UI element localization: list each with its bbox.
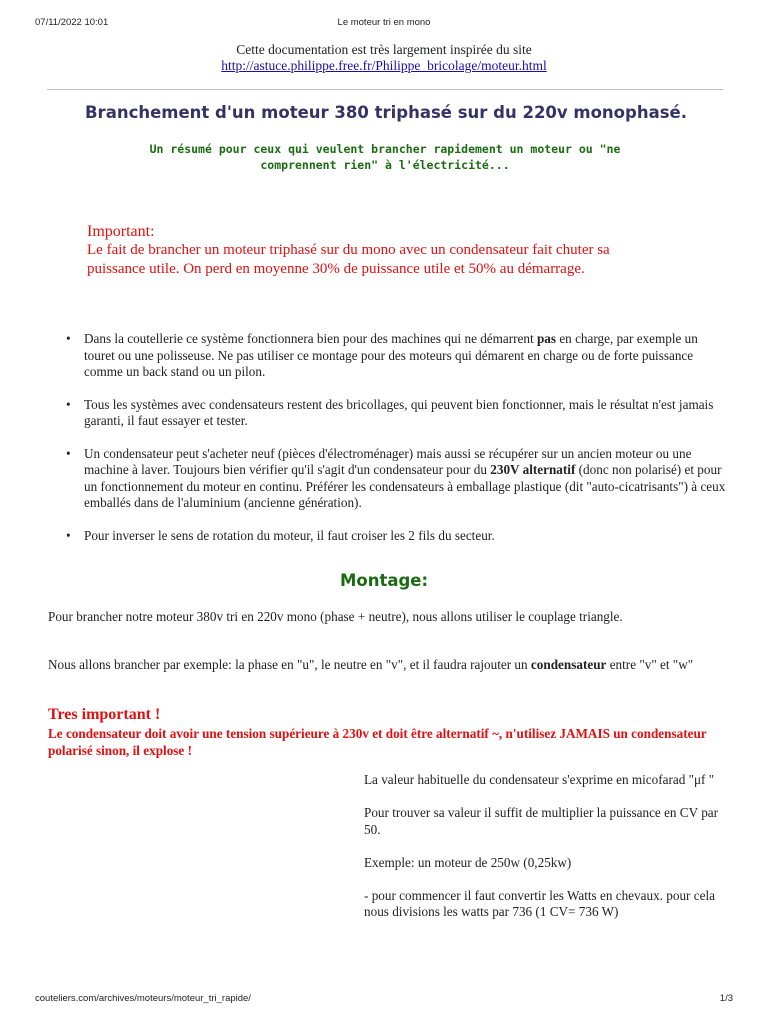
- print-page-title: Le moteur tri en mono: [337, 17, 431, 28]
- warning-text: Le condensateur doit avoir une tension supérieure à 230v et doit être alternatif ~, n'utilisez JAMAIS un condensateur polarisé sinon, il explose !: [48, 726, 707, 758]
- paragraph: Exemple: un moteur de 250w (0,25kw): [364, 854, 572, 870]
- list-item: • Un condensateur peut s'acheter neuf (pièces d'électroménager) mais aussi se récupérer sur un ancien moteur ou une machine à laver. Toujours bien vérifier qu'il s'agit d'un condensateur pour du 230V alternatif (donc non polarisé) et pour un fonctionnement du moteur en continu. Préférer les condensateurs à emballage plastique (dit "auto-cicatrisants") à ceux emballés dans de l'aluminium (ancienne génération).: [66, 445, 726, 510]
- list-item: • Dans la coutellerie ce système fonctionnera bien pour des machines qui ne démarrent pas en charge, par exemple un touret ou une polisseuse. Ne pas utiliser ce montage pour des moteurs qui démarent en charge ou de forte puissance comme un back stand ou un pilon.: [66, 331, 698, 379]
- important-heading: Important:: [87, 223, 155, 240]
- bullet-icon: •: [66, 396, 71, 412]
- bullet-icon: •: [66, 445, 71, 461]
- capacitor-value-column: [364, 772, 724, 937]
- list-item: • Pour inverser le sens de rotation du moteur, il faut croiser les 2 fils du secteur.: [66, 527, 495, 543]
- paragraph: La valeur habituelle du condensateur s'exprime en micofarad "μf ": [364, 772, 715, 787]
- intro-text: Cette documentation est très largement inspirée du site: [236, 42, 532, 57]
- paragraph: - pour commencer il faut convertir les Watts en chevaux. pour cela nous divisions les watts par 736 (1 CV= 736 W): [364, 887, 715, 919]
- warning-heading: Tres important !: [48, 706, 161, 723]
- paragraph: Pour trouver sa valeur il suffit de multiplier la puissance en CV par 50.: [364, 805, 719, 837]
- divider: [47, 89, 723, 90]
- list-item: • Tous les systèmes avec condensateurs restent des bricollages, qui peuvent bien fonctionner, mais le résultat n'est jamais garanti, il faut essayer et tester.: [66, 396, 714, 428]
- page-subtitle: Un résumé pour ceux qui veulent brancher rapidement un moteur ou "ne comprennent rien" à l'électricité...: [149, 142, 621, 172]
- print-datetime: 07/11/2022 10:01: [35, 17, 109, 28]
- print-url: couteliers.com/archives/moteurs/moteur_tri_rapide/: [35, 993, 251, 1004]
- bullet-icon: •: [66, 527, 71, 543]
- important-text: Le fait de brancher un moteur triphasé sur du mono avec un condensateur fait chuter sa puissance utile. On perd en moyenne 30% de puissance utile et 50% au démarrage.: [87, 242, 610, 277]
- page-title: Branchement d'un moteur 380 triphasé sur du 220v monophasé.: [84, 103, 687, 122]
- paragraph-coupling: Pour brancher notre moteur 380v tri en 220v mono (phase + neutre), nous allons utiliser le couplage triangle.: [48, 609, 623, 624]
- paragraph-wiring: Nous allons brancher par exemple: la phase en "u", le neutre en "v", et il faudra rajouter un condensateur entre "v" et "w": [48, 657, 694, 672]
- warning-block: [48, 705, 738, 759]
- page-number: 1/3: [719, 993, 733, 1004]
- montage-heading: Montage:: [339, 571, 429, 590]
- bullet-list: [48, 331, 726, 560]
- important-notice: [87, 222, 667, 279]
- source-link[interactable]: http://astuce.philippe.free.fr/Philippe_bricolage/moteur.html: [221, 58, 547, 73]
- intro: [0, 42, 768, 74]
- bullet-icon: •: [66, 331, 71, 346]
